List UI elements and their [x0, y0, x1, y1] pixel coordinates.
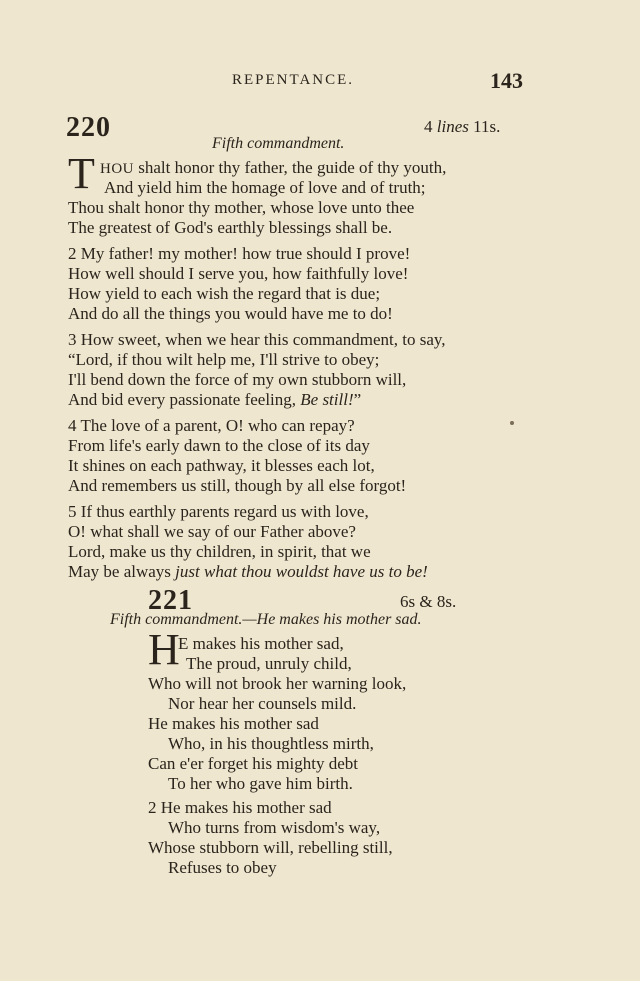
hymn-number-220: 220 [66, 112, 111, 143]
stray-mark [510, 421, 514, 425]
hymn-220-v2-line-2: How well should I serve you, how faithfully love! [68, 264, 409, 283]
hymn-221-v2-line-2: Who turns from wisdom's way, [168, 818, 381, 837]
meter-count: 4 [424, 117, 433, 136]
hymn-220-v4-line-3: It shines on each pathway, it blesses each lot, [68, 456, 375, 475]
hymn-221-line-3: Who will not brook her warning look, [148, 674, 407, 693]
hymn-220-line-2: And yield him the homage of love and of truth; [104, 178, 426, 197]
hymn-220-v5-line-3: Lord, make us thy children, in spirit, that we [68, 542, 371, 561]
hymn-221-dropcap: H [148, 625, 180, 674]
hymn-220-meter [424, 117, 500, 137]
hymn-221-line-7: Can e'er forget his mighty debt [148, 754, 359, 773]
hymn-221-line-4: Nor hear her counsels mild. [168, 694, 357, 713]
hymn-220-v5-line-1: 5 If thus earthly parents regard us with love, [68, 502, 369, 521]
running-header: REPENTANCE. [232, 72, 355, 88]
hymn-220-v3-line-2: “Lord, if thou wilt help me, I'll strive to obey; [68, 350, 380, 369]
hymn-221-meter: 6s & 8s. [400, 592, 457, 611]
hymn-220-v4-line-1: 4 The love of a parent, O! who can repay? [68, 416, 355, 435]
first-word-rest: HOU [100, 161, 134, 177]
hymn-221-v2-line-3: Whose stubborn will, rebelling still, [148, 838, 393, 857]
hymn-220-line-4: The greatest of God's earthly blessings shall be. [68, 218, 393, 237]
hymn-220-line-3: Thou shalt honor thy mother, whose love unto thee [68, 198, 415, 217]
hymn-220-subtitle: Fifth commandment. [212, 135, 345, 152]
hymn-220-v5-line-4: May be always just what thou wouldst have us to be! [68, 562, 428, 581]
hymn-221-subtitle: Fifth commandment.—He makes his mother sad. [110, 611, 422, 628]
hymn-220-v3-line-3: I'll bend down the force of my own stubborn will, [68, 370, 407, 389]
hymn-220-v3-line-4: And bid every passionate feeling, Be still!” [68, 390, 362, 409]
hymn-number-221: 221 [148, 585, 193, 616]
hymn-220-v4-line-4: And remembers us still, though by all else forgot! [68, 476, 407, 495]
hymn-221-line-2: The proud, unruly child, [186, 654, 352, 673]
hymn-220-v5-line-2: O! what shall we say of our Father above? [68, 522, 356, 541]
hymn-221-line-5: He makes his mother sad [148, 714, 319, 733]
hymn-221-line-8: To her who gave him birth. [168, 774, 353, 793]
meter-word: lines [436, 117, 469, 136]
hymn-220-v2-line-4: And do all the things you would have me to do! [68, 304, 393, 323]
hymn-220-v2-line-1: 2 My father! my mother! how true should I prove! [68, 244, 411, 263]
hymn-220-line-1: HOU shalt honor thy father, the guide of thy youth, [100, 158, 447, 177]
meter-value: 11s. [473, 117, 501, 136]
hymn-221-v2-line-4: Refuses to obey [168, 858, 277, 877]
page-number: 143 [490, 68, 523, 93]
hymn-220-dropcap: T [68, 149, 95, 198]
hymn-220-v2-line-3: How yield to each wish the regard that is due; [68, 284, 381, 303]
hymn-220-v3-line-1: 3 How sweet, when we hear this commandment, to say, [68, 330, 446, 349]
hymn-221-line-6: Who, in his thoughtless mirth, [168, 734, 374, 753]
hymn-221-v2-line-1: 2 He makes his mother sad [148, 798, 332, 817]
hymn-220-v4-line-2: From life's early dawn to the close of its day [68, 436, 370, 455]
hymn-221-line-1: E makes his mother sad, [178, 634, 344, 653]
